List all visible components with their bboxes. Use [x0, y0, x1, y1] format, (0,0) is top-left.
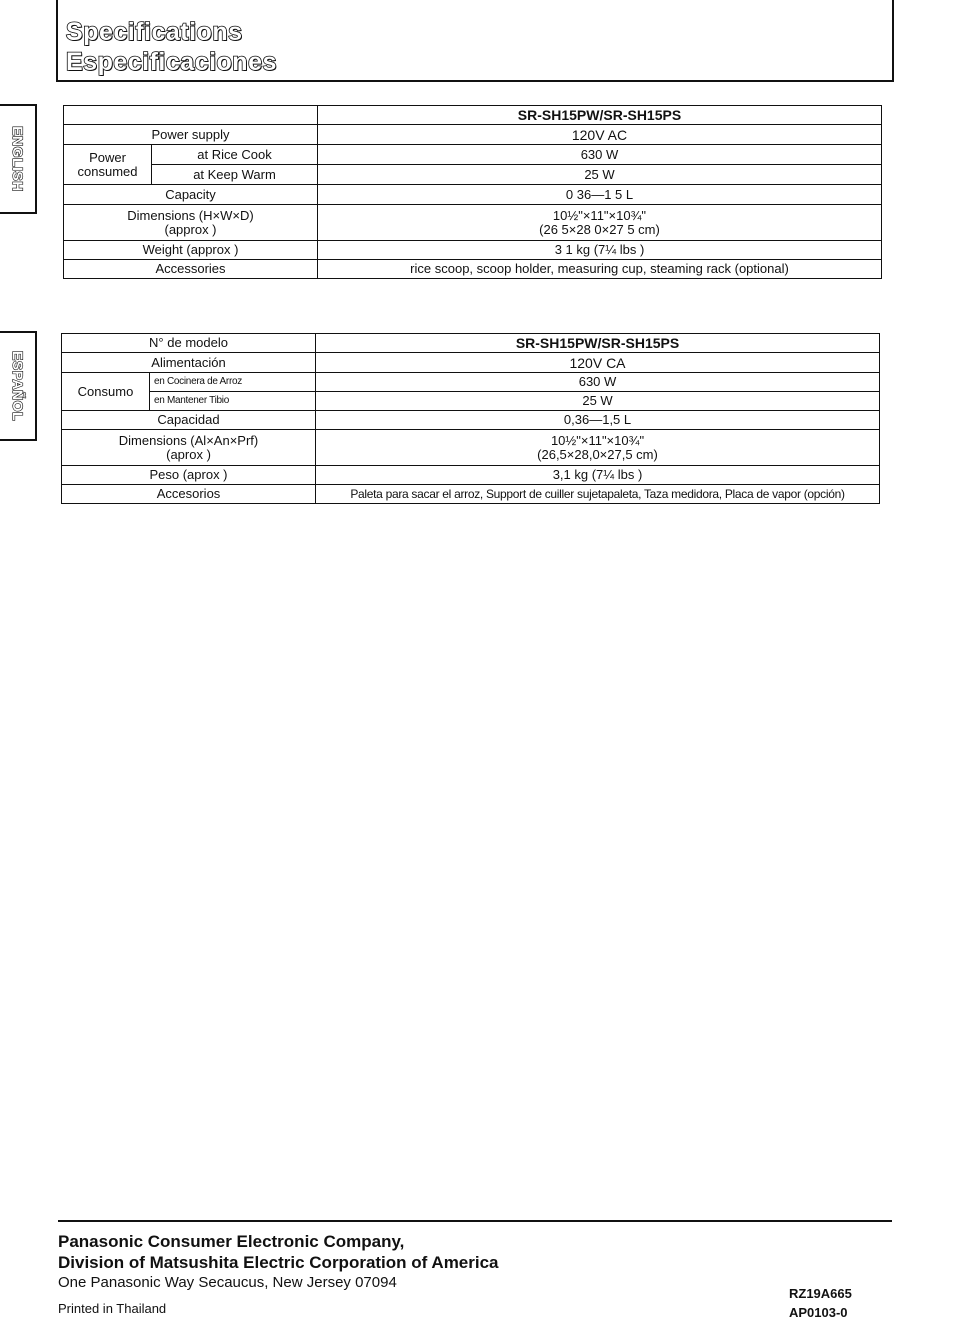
- table-row: [62, 373, 880, 392]
- table-row: [64, 145, 882, 165]
- company-name-line2: Division of Matsushita Electric Corporation of America: [58, 1253, 499, 1272]
- accessories-value: Paleta para sacar el arroz, Support de cuiller sujetapaleta, Taza medidora, Placa de vapor (opción): [316, 485, 880, 504]
- capacity-value: 0 36—1 5 L: [318, 185, 882, 205]
- printed-in: Printed in Thailand: [58, 1301, 167, 1316]
- dimensions-label-line2: (aprox ): [166, 446, 211, 462]
- dimensions-value-line1: 10½"×11"×10¾": [552, 207, 647, 223]
- weight-value: 3 1 kg (7¼ lbs ): [318, 241, 882, 260]
- language-tab-label: ESPAÑOL: [9, 350, 26, 422]
- power-consumed-line2: consumed: [77, 163, 138, 179]
- rice-cook-value: 630 W: [318, 145, 882, 165]
- table-row: [64, 185, 882, 205]
- language-tab-label: ENGLISH: [9, 126, 26, 192]
- table-row: [62, 411, 880, 430]
- model-value: SR-SH15PW/SR-SH15PS: [316, 334, 880, 353]
- document-code-2: AP0103-0: [789, 1305, 848, 1320]
- accessories-label: Accesorios: [62, 485, 316, 504]
- document-code-1: RZ19A665: [789, 1286, 852, 1301]
- capacity-label: Capacidad: [62, 411, 316, 430]
- table-row: [62, 430, 880, 466]
- dimensions-label-line1: Dimensions (H×W×D): [127, 207, 254, 223]
- capacity-value: 0,36—1,5 L: [316, 411, 880, 430]
- dimensions-label: [62, 430, 316, 466]
- model-label: N° de modelo: [62, 334, 316, 353]
- table-row: [64, 241, 882, 260]
- power-supply-label: Alimentación: [62, 353, 316, 373]
- company-name-line1: Panasonic Consumer Electronic Company,: [58, 1232, 405, 1251]
- table-row: [62, 334, 880, 353]
- power-supply-value: 120V CA: [316, 353, 880, 373]
- table-row: [64, 106, 882, 125]
- header-box: [56, 0, 894, 82]
- spec-table-espanol: [61, 333, 880, 504]
- dimensions-label-line2: (approx ): [164, 221, 217, 237]
- dimensions-value-line1: 10½"×11"×10¾": [550, 432, 645, 448]
- dimensions-value: [318, 205, 882, 241]
- table-row: [64, 260, 882, 279]
- keep-warm-label: en Mantener Tibio: [150, 392, 316, 411]
- power-consumed-line1: Power: [89, 149, 126, 165]
- rice-cook-value: 630 W: [316, 373, 880, 392]
- weight-value: 3,1 kg (7¼ lbs ): [316, 466, 880, 485]
- company-address: One Panasonic Way Secaucus, New Jersey 07094: [58, 1274, 397, 1291]
- model-label-cell: [64, 106, 318, 125]
- weight-label: Weight (approx ): [64, 241, 318, 260]
- title-especificaciones: Especificaciones: [66, 48, 277, 76]
- table-row: [62, 466, 880, 485]
- power-supply-value: 120V AC: [318, 125, 882, 145]
- model-value: SR-SH15PW/SR-SH15PS: [318, 106, 882, 125]
- table-row: [64, 205, 882, 241]
- keep-warm-value: 25 W: [316, 392, 880, 411]
- footer-divider: [58, 1220, 892, 1222]
- language-tab-espanol: [0, 331, 37, 441]
- dimensions-label: [64, 205, 318, 241]
- dimensions-value-line2: (26,5×28,0×27,5 cm): [537, 446, 658, 462]
- keep-warm-label: at Keep Warm: [152, 165, 318, 185]
- power-consumed-label: [64, 145, 152, 185]
- power-supply-label: Power supply: [64, 125, 318, 145]
- title-specifications: Specifications: [66, 18, 243, 46]
- table-row: [62, 485, 880, 504]
- spec-table-english: [63, 105, 882, 279]
- table-row: [62, 353, 880, 373]
- power-consumed-label: Consumo: [62, 373, 150, 411]
- dimensions-value: [316, 430, 880, 466]
- accessories-value: rice scoop, scoop holder, measuring cup, steaming rack (optional): [318, 260, 882, 279]
- table-row: [64, 125, 882, 145]
- keep-warm-value: 25 W: [318, 165, 882, 185]
- capacity-label: Capacity: [64, 185, 318, 205]
- rice-cook-label: at Rice Cook: [152, 145, 318, 165]
- dimensions-value-line2: (26 5×28 0×27 5 cm): [539, 221, 660, 237]
- weight-label: Peso (aprox ): [62, 466, 316, 485]
- rice-cook-label: en Cocinera de Arroz: [150, 373, 316, 392]
- accessories-label: Accessories: [64, 260, 318, 279]
- language-tab-english: [0, 104, 37, 214]
- dimensions-label-line1: Dimensions (Al×An×Prf): [118, 432, 259, 448]
- table-row: [64, 165, 882, 185]
- table-row: [62, 392, 880, 411]
